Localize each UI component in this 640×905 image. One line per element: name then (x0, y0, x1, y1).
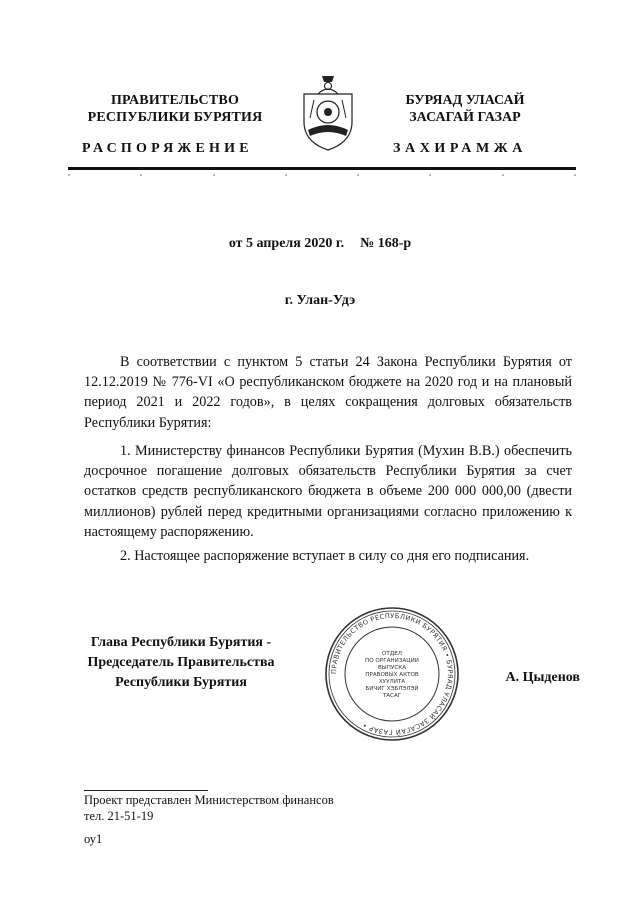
doc-type-left: РАСПОРЯЖЕНИЕ (82, 141, 253, 156)
signatory-title-line1: Глава Республики Бурятия - (90, 635, 272, 650)
document-date-number (0, 236, 640, 252)
document-number: № 168-р (360, 236, 412, 251)
official-seal-icon (322, 604, 462, 744)
svg-text:ХУУЛИТА: ХУУЛИТА (378, 679, 406, 685)
svg-text:ТАСАГ: ТАСАГ (382, 693, 402, 699)
svg-text:БИЧИГ ХЭБЛЭЛЭЙ: БИЧИГ ХЭБЛЭЛЭЙ (365, 686, 419, 692)
header-right-line2: ЗАСАГАЙ ГАЗАР (409, 110, 521, 125)
coat-of-arms-icon (296, 72, 360, 152)
header-dotted-line (68, 174, 576, 180)
header-left-block (60, 92, 290, 126)
svg-text:ПО ОРГАНИЗАЦИИ: ПО ОРГАНИЗАЦИИ (365, 658, 419, 664)
body-paragraph-1: В соответствии с пунктом 5 статьи 24 Закона Республики Бурятия от 12.12.2019 № 776-VI «О республиканском бюджете на 2020 год и на плановый период 2021 и 2022 годов», в целях сокращения долговых обязательств Республики Бурятия: (84, 354, 572, 431)
svg-text:ОТДЕЛ: ОТДЕЛ (382, 651, 402, 657)
svg-text:ПРАВИТЕЛЬСТВО РЕСПУБЛИКИ БУРЯТ: ПРАВИТЕЛЬСТВО РЕСПУБЛИКИ БУРЯТИЯ • БУРЯАД УЛАСАЙ ЗАСАГАЙ ГАЗАР • (329, 611, 455, 737)
body-paragraph-3: 2. Настоящее распоряжение вступает в силу со дня его подписания. (120, 548, 530, 564)
header-divider (68, 167, 576, 170)
footnote-phone: тел. 21-51-19 (84, 809, 154, 823)
doc-type-right: ЗАХИРАМЖА (393, 141, 527, 156)
body-paragraph-2: 1. Министерству финансов Республики Бурятия (Мухин В.В.) обеспечить досрочное погашение долговых обязательств Республики Бурятия за счет остатков средств республиканского бюджета в объеме 200 000 000,00 (двести миллионов) рублей перед кредитными организациями согласно приложению к настоящему распоряжению. (84, 443, 572, 540)
footnote-divider (84, 790, 208, 791)
document-date: от 5 апреля 2020 г. (228, 236, 345, 251)
header-left-line2: РЕСПУБЛИКИ БУРЯТИЯ (87, 110, 263, 125)
footnote-code: оу1 (84, 832, 103, 846)
svg-text:ПРАВОВЫХ АКТОВ: ПРАВОВЫХ АКТОВ (365, 672, 419, 678)
signatory-name: А. Цыденов (505, 670, 580, 685)
signatory-title-line2: Председатель Правительства (87, 655, 275, 670)
signatory-title-line3: Республики Бурятия (115, 675, 247, 690)
document-place: г. Улан-Удэ (284, 293, 356, 308)
svg-text:ВЫПУСКА: ВЫПУСКА (377, 665, 407, 671)
signatory-title (70, 633, 292, 693)
footnote-project: Проект представлен Министерством финансов (84, 793, 334, 807)
header-left-line1: ПРАВИТЕЛЬСТВО (110, 93, 240, 108)
header-right-line1: БУРЯАД УЛАСАЙ (405, 93, 525, 108)
header-right-block (360, 92, 570, 126)
